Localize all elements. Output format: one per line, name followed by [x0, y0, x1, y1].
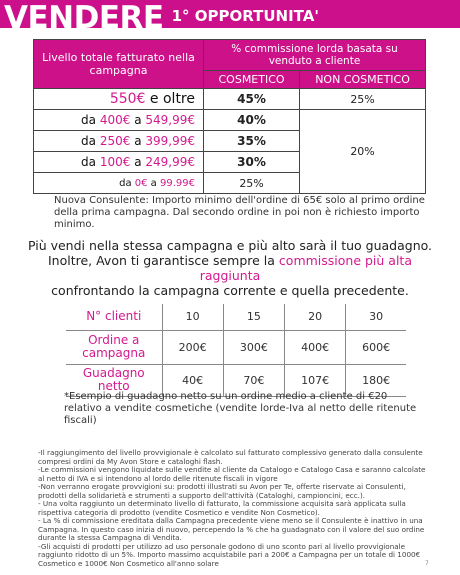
level-cell: da 400€ a 549,99€ — [34, 110, 204, 131]
table-cell: 600€ — [346, 330, 406, 364]
page-header — [0, 0, 460, 28]
fine-print-item: -Le commissioni vengono liquidate sulle vendite al cliente da Catalogo e Catalogo Casa e saranno calcolate al netto di IVA e si intendono al lordo delle ritenute fiscali in vigore — [38, 465, 426, 483]
example-footnote: *Esempio di guadagno netto su un ordine medio a cliente di €20 relativo a vendite cosmetiche (vendite lorde-Iva al netto delle ritenute fiscali) — [64, 391, 417, 426]
level-column-header: Livello totale fatturato nella campagna — [34, 40, 204, 89]
row-label: Guadagno netto — [66, 364, 162, 396]
fine-print-item: - La % di commissione ereditata dalla Campagna precedente viene meno se il Consulente è inattivo in una Campagna. In questo caso inizia di nuovo, percependo la % che ha guadagnato con il valore del suo ordine durante la stessa Campagna di Vendita. — [38, 516, 425, 542]
cosmetico-header: COSMETICO — [204, 71, 300, 89]
non-cosmetico-cell: 25% — [300, 89, 426, 110]
pitch-line-2: Inoltre, Avon ti garantisce sempre la commissione più alta raggiunta — [47, 253, 412, 283]
level-cell: 550€ e oltre — [34, 89, 204, 110]
page-number: 7 — [425, 560, 429, 567]
header-subtitle: 1° OPPORTUNITA' — [171, 7, 319, 25]
cosmetico-cell: 25% — [204, 173, 300, 194]
new-consultant-note: Nuova Consulente: Importo minimo dell'ordine di 65€ solo al primo ordine della prima campagna. Dal secondo ordine in poi non è richiesto importo minimo. — [54, 195, 425, 230]
fine-print — [38, 449, 432, 568]
table-cell: 40€ — [162, 364, 223, 396]
fine-print-item: - Una volta raggiunto un determinato livello di fatturato, la commissione acquisita sarà applicata sulla rispettiva categoria di prodotto (vendite Cosmetico e vendite Non Cosmetico). — [38, 499, 406, 517]
table-cell: 180€ — [346, 364, 406, 396]
cosmetico-cell: 40% — [204, 110, 300, 131]
level-cell: da 100€ a 249,99€ — [34, 152, 204, 173]
table-cell: 20 — [285, 304, 346, 330]
row-label: N° clienti — [66, 304, 162, 330]
table-cell: 300€ — [223, 330, 284, 364]
fine-print-item: -Non verranno erogate provvigioni su: prodotti illustrati su Avon per Te, offerte riservate ai Consulenti, prodotti della solidarietà e strumenti a supporto dell'attività (Cataloghi, campioncini, ecc.). — [38, 482, 406, 500]
row-label: Ordine a campagna — [66, 330, 162, 364]
cosmetico-cell: 35% — [204, 131, 300, 152]
fine-print-item: -Il raggiungimento del livello provvigionale è calcolato sul fatturato complessivo generato dalla consulente compresi ordini da My Avon Store e cataloghi flash. — [38, 448, 423, 466]
pitch-line-1: Più vendi nella stessa campagna e più alto sarà il tuo guadagno. — [27, 238, 433, 253]
earnings-example-table — [66, 304, 406, 397]
table-cell: 200€ — [162, 330, 223, 364]
non-cosmetico-cell: 20% — [300, 110, 426, 194]
table-row — [34, 89, 426, 110]
table-row — [66, 304, 406, 330]
table-cell: 30 — [346, 304, 406, 330]
pitch-highlight: commissione più alta raggiunta — [199, 253, 412, 283]
table-row — [66, 330, 406, 364]
table-cell: 70€ — [223, 364, 284, 396]
commission-column-header: % commissione lorda basata su venduto a cliente — [204, 40, 426, 71]
commission-table — [33, 39, 426, 194]
table-cell: 10 — [162, 304, 223, 330]
level-cell: da 0€ a 99.99€ — [34, 173, 204, 194]
cosmetico-cell: 30% — [204, 152, 300, 173]
table-row — [34, 110, 426, 131]
table-cell: 107€ — [285, 364, 346, 396]
fine-print-item: -Gli acquisti di prodotti per utilizzo ad uso personale godono di uno sconto pari al livello provvigionale raggiunto ridotto di un 5%. Importo massimo acquistabile pari a 200€ a Campagna per un totale di 1000€ Cosmetico e 1000€ Non Cosmetico all'anno solare — [38, 541, 421, 568]
level-cell: da 250€ a 399,99€ — [34, 131, 204, 152]
header-title: VENDERE — [4, 0, 164, 28]
table-cell: 400€ — [285, 330, 346, 364]
non-cosmetico-header: NON COSMETICO — [300, 71, 426, 89]
cosmetico-cell: 45% — [204, 89, 300, 110]
pitch-text — [20, 238, 440, 298]
pitch-line-3: confrontando la campagna corrente e quella precedente. — [51, 283, 409, 298]
table-cell: 15 — [223, 304, 284, 330]
